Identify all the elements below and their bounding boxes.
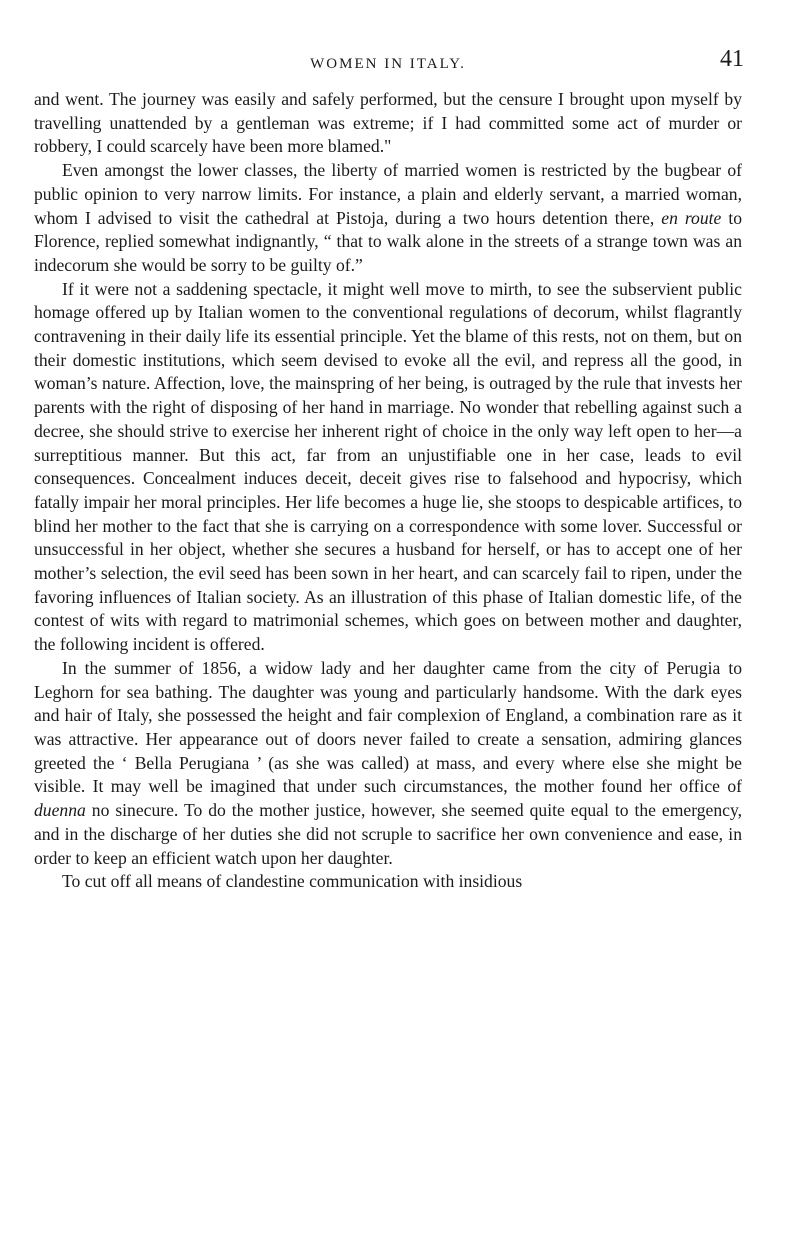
page-number: 41	[720, 46, 744, 72]
paragraph-2-part-b: to Florence, replied somewhat indignantly, “ that to walk alone in the streets of a strange town was an indecorum she would be sorry to be guilty of.”	[34, 207, 742, 275]
book-page	[34, 44, 742, 894]
paragraph-2-part-a: Even amongst the lower classes, the liberty of married women is restricted by the bugbear of public opinion to very narrow limits. For instance, a plain and elderly servant, a married woman, whom I advised to visit the cathedral at Pistoja, during a two hours detention there,	[34, 160, 742, 228]
paragraph-2-italic: en route	[661, 207, 722, 228]
paragraph-4-part-b: no sinecure. To do the mother justice, however, she seemed quite equal to the emergency, and in the discharge of her duties she did not scruple to sacrifice her own convenience and ease, in order to keep an efficient watch upon her daughter.	[34, 800, 743, 868]
paragraph-4-part-a: In the summer of 1856, a widow lady and her daughter came from the city of Perugia to Leghorn for sea bathing. The daughter was young and particularly handsome. With the dark eyes and hair of Italy, she possessed the height and fair complexion of England, a combination rare as it was attractive. Her appearance out of doors never failed to create a sensation, admiring glances greeted the ‘ Bella Perugiana ’ (as she was called) at mass, and every where else she might be visible. It may well be imagined that under such circumstances, the mother found her office of	[34, 657, 742, 797]
paragraph-2	[34, 159, 742, 278]
paragraph-4-italic: duenna	[34, 800, 86, 821]
paragraph-4	[34, 657, 742, 870]
body-text	[34, 88, 742, 894]
paragraph-3: If it were not a saddening spectacle, it might well move to mirth, to see the subservient public homage offered up by Italian women to the conventional regulations of decorum, whilst flagrantly contravening in their daily life its essential principle. Yet the blame of this rests, not on them, but on their domestic institutions, which seem devised to evoke all the evil, and repress all the good, in woman’s nature. Affection, love, the mainspring of her being, is outraged by the rule that invests her parents with the right of disposing of her hand in marriage. No wonder that rebelling against such a decree, she should strive to exercise her inherent right of choice in the only way left open to her—a surreptitious manner. But this act, far from an unjustifiable one in her case, leads to evil consequences. Concealment induces deceit, deceit gives rise to falsehood and hypocrisy, which fatally impair her moral principles. Her life becomes a huge lie, she stoops to despicable artifices, to blind her mother to the fact that she is carrying on a correspondence with some lover. Successful or unsuccessful in her object, whether she secures a husband for herself, or has to accept one of her mother’s selection, the evil seed has been sown in her heart, and can scarcely fail to ripen, under the favoring influences of Italian society. As an illustration of this phase of Italian domestic life, of the contest of wits with regard to matrimonial schemes, which goes on between mother and daughter, the following incident is offered.	[34, 278, 742, 655]
paragraph-5: To cut off all means of clandestine communication with insidious	[62, 871, 523, 892]
page-header	[34, 44, 742, 88]
paragraph-1: and went. The journey was easily and safely performed, but the censure I brought upon myself by travelling unattended by a gentleman was extreme; if I had committed some act of murder or robbery, I could scarcely have been more blamed."	[34, 89, 742, 157]
running-head: WOMEN IN ITALY.	[310, 56, 466, 72]
